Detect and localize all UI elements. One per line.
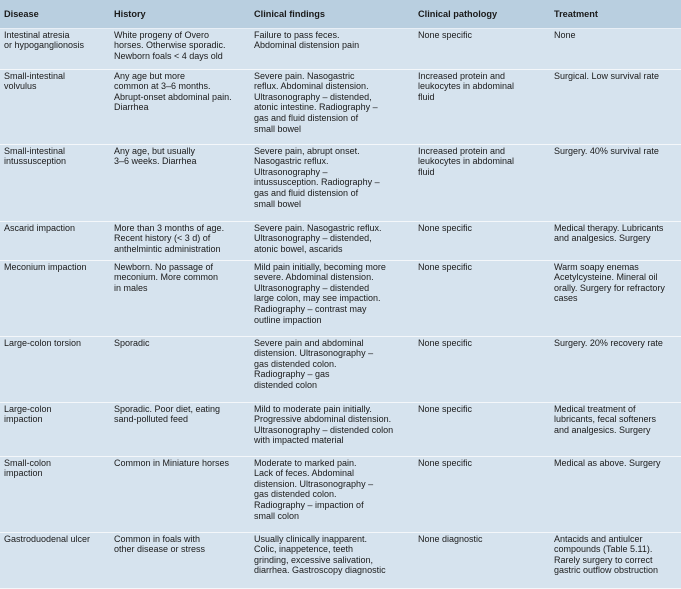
header-clinical-pathology: Clinical pathology <box>414 0 550 28</box>
cell-findings: Usually clinically inapparent. Colic, inappetence, teeth grinding, excessive salivation, diarrhea. Gastroscopy diagnostic <box>250 532 414 588</box>
cell-treatment: Medical therapy. Lubricants and analgesics. Surgery <box>550 221 681 260</box>
cell-findings: Severe pain. Nasogastric reflux. Abdominal distension. Ultrasonography – distended, atonic intestine. Radiography – gas and fluid distension of small bowel <box>250 69 414 144</box>
header-disease: Disease <box>0 0 110 28</box>
cell-pathology: None specific <box>414 28 550 69</box>
cell-findings: Severe pain and abdominal distension. Ultrasonography – gas distended colon. Radiography – gas distended colon <box>250 336 414 402</box>
cell-disease: Intestinal atresia or hypoganglionosis <box>0 28 110 69</box>
cell-pathology: None specific <box>414 221 550 260</box>
cell-treatment: Antacids and antiulcer compounds (Table 5.11). Rarely surgery to correct gastric outflow obstruction <box>550 532 681 588</box>
cell-history: Any age, but usually 3–6 weeks. Diarrhea <box>110 144 250 221</box>
table-row <box>0 28 681 69</box>
cell-findings: Moderate to marked pain. Lack of feces. Abdominal distension. Ultrasonography – gas distended colon. Radiography – impaction of small colon <box>250 456 414 532</box>
table-row <box>0 402 681 456</box>
cell-pathology: Increased protein and leukocytes in abdominal fluid <box>414 69 550 144</box>
cell-pathology: Increased protein and leukocytes in abdominal fluid <box>414 144 550 221</box>
cell-treatment: None <box>550 28 681 69</box>
cell-disease: Small-intestinal volvulus <box>0 69 110 144</box>
cell-treatment: Surgery. 20% recovery rate <box>550 336 681 402</box>
cell-findings: Mild pain initially, becoming more severe. Abdominal distension. Ultrasonography – distended large colon, may see impaction. Radiography – contrast may outline impaction <box>250 260 414 336</box>
cell-pathology: None specific <box>414 336 550 402</box>
cell-findings: Failure to pass feces. Abdominal distension pain <box>250 28 414 69</box>
cell-treatment: Surgery. 40% survival rate <box>550 144 681 221</box>
cell-findings: Mild to moderate pain initially. Progressive abdominal distension. Ultrasonography – distended colon with impacted material <box>250 402 414 456</box>
cell-pathology: None specific <box>414 260 550 336</box>
cell-pathology: None specific <box>414 402 550 456</box>
cell-pathology: None diagnostic <box>414 532 550 588</box>
table-row <box>0 456 681 532</box>
cell-disease: Small-intestinal intussusception <box>0 144 110 221</box>
cell-history: White progeny of Overo horses. Otherwise sporadic. Newborn foals < 4 days old <box>110 28 250 69</box>
cell-disease: Small-colon impaction <box>0 456 110 532</box>
header-row <box>0 0 681 28</box>
table-row <box>0 260 681 336</box>
cell-history: Sporadic <box>110 336 250 402</box>
table-row <box>0 144 681 221</box>
cell-disease: Gastroduodenal ulcer <box>0 532 110 588</box>
cell-findings: Severe pain, abrupt onset. Nasogastric reflux. Ultrasonography – intussusception. Radiography – gas and fluid distension of small bowel <box>250 144 414 221</box>
cell-findings: Severe pain. Nasogastric reflux. Ultrasonography – distended, atonic bowel, ascarids <box>250 221 414 260</box>
cell-treatment: Warm soapy enemas Acetylcysteine. Mineral oil orally. Surgery for refractory cases <box>550 260 681 336</box>
cell-history: More than 3 months of age. Recent history (< 3 d) of anthelmintic administration <box>110 221 250 260</box>
cell-disease: Meconium impaction <box>0 260 110 336</box>
cell-history: Any age but more common at 3–6 months. Abrupt-onset abdominal pain. Diarrhea <box>110 69 250 144</box>
cell-history: Sporadic. Poor diet, eating sand-polluted feed <box>110 402 250 456</box>
cell-history: Common in Miniature horses <box>110 456 250 532</box>
table-row <box>0 69 681 144</box>
cell-pathology: None specific <box>414 456 550 532</box>
header-treatment: Treatment <box>550 0 681 28</box>
header-clinical-findings: Clinical findings <box>250 0 414 28</box>
table-row <box>0 532 681 588</box>
cell-treatment: Surgical. Low survival rate <box>550 69 681 144</box>
cell-history: Newborn. No passage of meconium. More common in males <box>110 260 250 336</box>
cell-disease: Large-colon torsion <box>0 336 110 402</box>
cell-disease: Large-colon impaction <box>0 402 110 456</box>
cell-treatment: Medical as above. Surgery <box>550 456 681 532</box>
cell-disease: Ascarid impaction <box>0 221 110 260</box>
table-row <box>0 336 681 402</box>
header-history: History <box>110 0 250 28</box>
table-row <box>0 221 681 260</box>
cell-history: Common in foals with other disease or stress <box>110 532 250 588</box>
cell-treatment: Medical treatment of lubricants, fecal softeners and analgesics. Surgery <box>550 402 681 456</box>
